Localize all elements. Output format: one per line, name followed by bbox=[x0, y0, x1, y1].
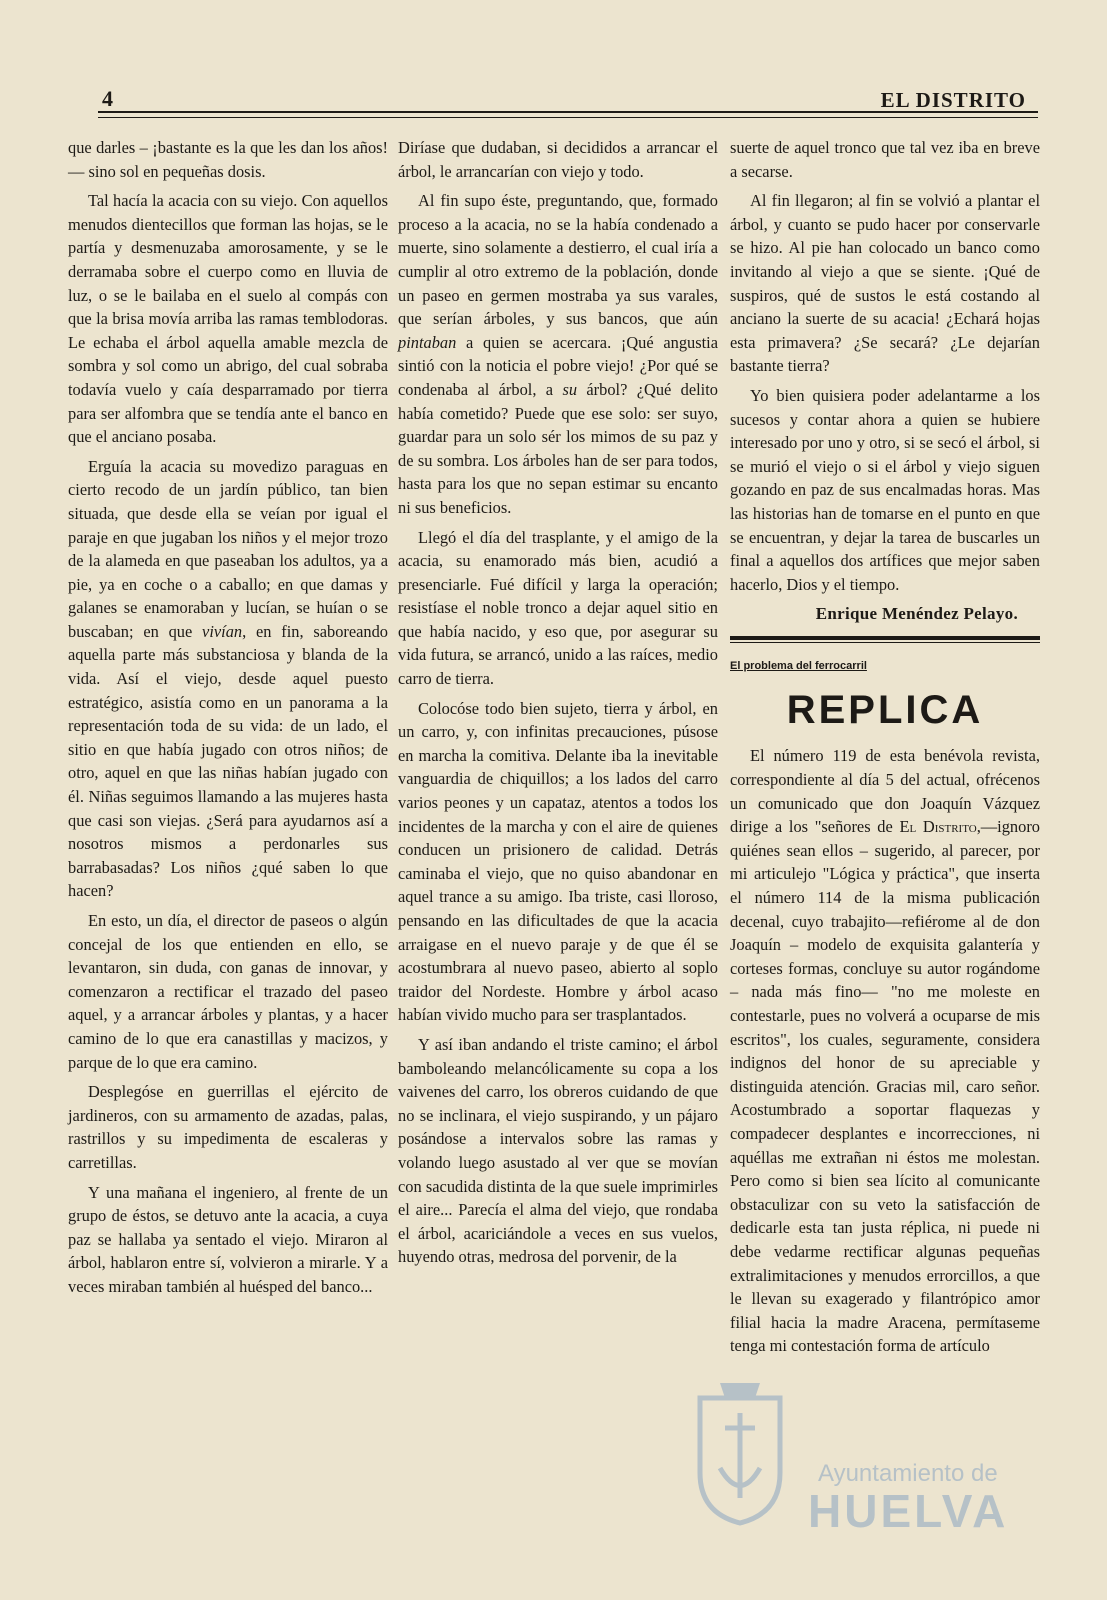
column-1 bbox=[68, 136, 388, 1305]
paragraph: Y una mañana el ingeniero, al frente de un grupo de éstos, se detuvo ante la acacia, a cuya paz se hallaba ya sentado el viejo. Miraron al árbol, hablaron entre sí, volvieron a mirarle. Y a veces miraban también al huésped del banco... bbox=[68, 1182, 388, 1296]
author-signature: Enrique Menéndez Pelayo. bbox=[815, 604, 1018, 624]
paragraph: suerte de aquel tronco que tal vez iba en breve a secarse. bbox=[730, 138, 1040, 181]
coat-of-arms-icon bbox=[690, 1378, 790, 1528]
paragraph: Y así iban andando el triste camino; el árbol bamboleando melancólicamente su copa a los vaivenes del carro, los obreros cuidando de que no se inclinara, el viejo suspirando, y un pájaro posándose a intervalos sobre las ramas y volando luego asustado al ver que se movían con sacudida distinta de la que suele imprimirles el aire... Parecía el alma del viejo, que rondaba el árbol, acariciándole a veces en sus vuelos, huyendo otras, medrosa del porvenir, de la bbox=[398, 1034, 718, 1267]
paragraph: En esto, un día, el director de paseos o algún concejal de los que entienden en ello, se levantaron, sin duda, con ganas de innovar, y comenzaron a rectificar el trazado del paseo aquel, y a arrancar árboles y plantas, y a hacer camino de lo que era canastillas y macizos, y parque de lo que era camino. bbox=[68, 911, 388, 1072]
paragraph: que darles – ¡bastante es la que les dan los años! — sino sol en pequeñas dosis. bbox=[68, 138, 388, 181]
paragraph: Tal hacía la acacia con su viejo. Con aquellos menudos dientecillos que forman las hojas, se le partía y desmenuzaba amorosamente, y se le derramaba sobre el cuerpo como en lluvia de luz, o se le bailaba en el suelo al compás con que la brisa movía arriba las ramas temblodoras. Le echaba el árbol aquella amable mezcla de sombra y sol como un abrigo, del cual sobraba todavía vuelo y caía desparramado por tierra para ser alfombra que se tendía ante el banco en que el anciano posaba. bbox=[68, 191, 388, 447]
paragraph: Diríase que dudaban, si decididos a arrancar el árbol, le arrancarían con viejo y todo. bbox=[398, 138, 718, 181]
journal-name: EL DISTRITO bbox=[880, 88, 1026, 112]
header-rule-thin bbox=[98, 117, 1038, 118]
article-title: REPLICA bbox=[786, 688, 984, 733]
paragraph: Erguía la acacia su movedizo paraguas en cierto recodo de un jardín público, tan bien situada, que desde ella se veían por igual el paraje en que jugaban los niños y el mejor trozo de la alameda en que paseaban los adultos, ya a pie, ya en coche o a caballo; en que damas y galanes se enamoraban y lucían, se huían o se buscaban; en que vivían, en fin, saboreando aquella parte más substanciosa y blanda de la vida. Así el viejo, desde aquel puesto estratégico, asistía como en un panorama a la representación toda de su vida: de un lado, el sitio en que había jugado con otros niños; de otro, aquel en que las niñas habían jugado con él. Niñas seguimos llamando a las mujeres hasta que casi son viejas. ¿Será para ayudarnos así a nosotros mismos a perdonarles sus barrabasadas? Los niños ¿qué saben lo que hacen? bbox=[68, 456, 388, 901]
watermark-line-2: HUELVA bbox=[808, 1485, 1009, 1537]
section-divider-thick bbox=[730, 636, 1040, 640]
paragraph: Yo bien quisiera poder adelantarme a los sucesos y contar ahora a quien se hubiere interesado por uno y otro, si se secó el árbol, si se murió el viejo o si el árbol y viejo siguen gozando en paz de sus encalmadas horas. Mas las historias han de tomarse en el punto en que se encuentran, y dejar la tarea de buscarles un final a aquellos dos artífices que mejor saben hacerlo, Dios y el tiempo. bbox=[730, 385, 1040, 594]
paragraph: Al fin supo éste, preguntando, que, formado proceso a la acacia, no se la había condenado a muerte, sino solamente a destierro, el cual iría a cumplir al otro extremo de la población, donde un paseo en germen mostraba ya sus varales, que serían árboles, y sus bancos, que aún pintaban a quien se acercara. ¡Qué angustia sintió con la noticia el pobre viejo! ¿Por qué se condenaba al árbol, a su árbol? ¿Qué delito había cometido? Puede que ese solo: ser suyo, guardar para un solo sér los mimos de su paz y de su sombra. Los árboles han de ser para todos, hasta para los que no sepan estimar su encanto ni sus beneficios. bbox=[398, 191, 718, 517]
paragraph: El número 119 de esta benévola revista, correspondiente al día 5 del actual, ofrécenos un comunicado que don Joaquín Vázquez dirige a los "señores de El Distrito,—ignoro quiénes sean ellos – sugerido, al parecer, por mi articulejo "Lógica y práctica", que inserta el número 114 de la misma publicación decenal, cuyo trabajito—refiérome al de don Joaquín – modelo de exquisita galantería y corteses formas, concluye su autor rogándome – nada más fino— "no me moleste en contestarle, pues no volverá a ocuparse de mis escritos", los cuales, seguramente, considera indignos del honor de su apreciable y distinguida atención. Gracias mil, caro señor. Acostumbrado a soportar flaquezas y compadecer desplantes e incorrecciones, ni aquéllas me extrañan ni éstos me molestan. Pero como si bien sea lícito al comunicante obstaculizar con su veto la satisfacción de dedicarle esta tan justa réplica, ni puede ni debe vedarme rectificar algunas pequeñas extralimitaciones y menudos errorcillos, a que le llevan su exagerado y filantrópico amor filial hacia la madre Aracena, permítaseme tenga mi contestación forma de artículo bbox=[730, 746, 1040, 1356]
column-2 bbox=[398, 136, 718, 1275]
column-3 bbox=[730, 136, 1040, 1364]
section-label: El problema del ferrocarril bbox=[730, 659, 867, 672]
paragraph: Al fin llegaron; al fin se volvió a plantar el árbol, y cuanto se pudo hacer por conservarle se hizo. Al pie han colocado un banco como invitando al viejo a que se siente. ¡Qué de suspiros, qué de sustos le está costando al anciano la suerte de su acacia! ¿Echará hojas esta primavera? ¿Se secará? ¿Le dejarían bastante tierra? bbox=[730, 191, 1040, 376]
header-rule-thick bbox=[98, 111, 1038, 113]
archive-watermark bbox=[690, 1378, 1050, 1538]
paragraph: Desplegóse en guerrillas el ejército de jardineros, con su armamento de azadas, palas, rastrillos y su impedimenta de escaleras y carretillas. bbox=[68, 1082, 388, 1172]
page-number: 4 bbox=[102, 86, 113, 111]
page-header bbox=[68, 84, 1038, 124]
paragraph: Colocóse todo bien sujeto, tierra y árbol, en un carro, y, con infinitas precauciones, púsose en marcha la comitiva. Delante iba la inevitable vanguardia de chiquillos; a los lados del carro varios peones y un capataz, atentos a todos los incidentes de la marcha y con el aire de quienes conducen un prisionero de calidad. Detrás caminaba el viejo, que no quiso abandonar en aquel trance a su amigo. Iba triste, casi lloroso, pensando en las dificultades de que la acacia arraigase en el nuevo paraje y de que él se acostumbrara al nuevo paseo, abierto al soplo traidor del Nordeste. Hombre y árbol acaso habían vivido mucho para ser trasplantados. bbox=[398, 698, 718, 1025]
paragraph: Llegó el día del trasplante, y el amigo de la acacia, su enamorado más bien, acudió a presenciarle. Fué difícil y larga la operación; resistíase el noble tronco a dejar aquel sitio en que había nacido, y eso que, por asegurar su vida futura, se arrancó, unido a las raíces, medio carro de tierra. bbox=[398, 527, 718, 689]
watermark-line-1: Ayuntamiento de bbox=[818, 1460, 998, 1487]
section-divider-thin bbox=[730, 642, 1040, 643]
